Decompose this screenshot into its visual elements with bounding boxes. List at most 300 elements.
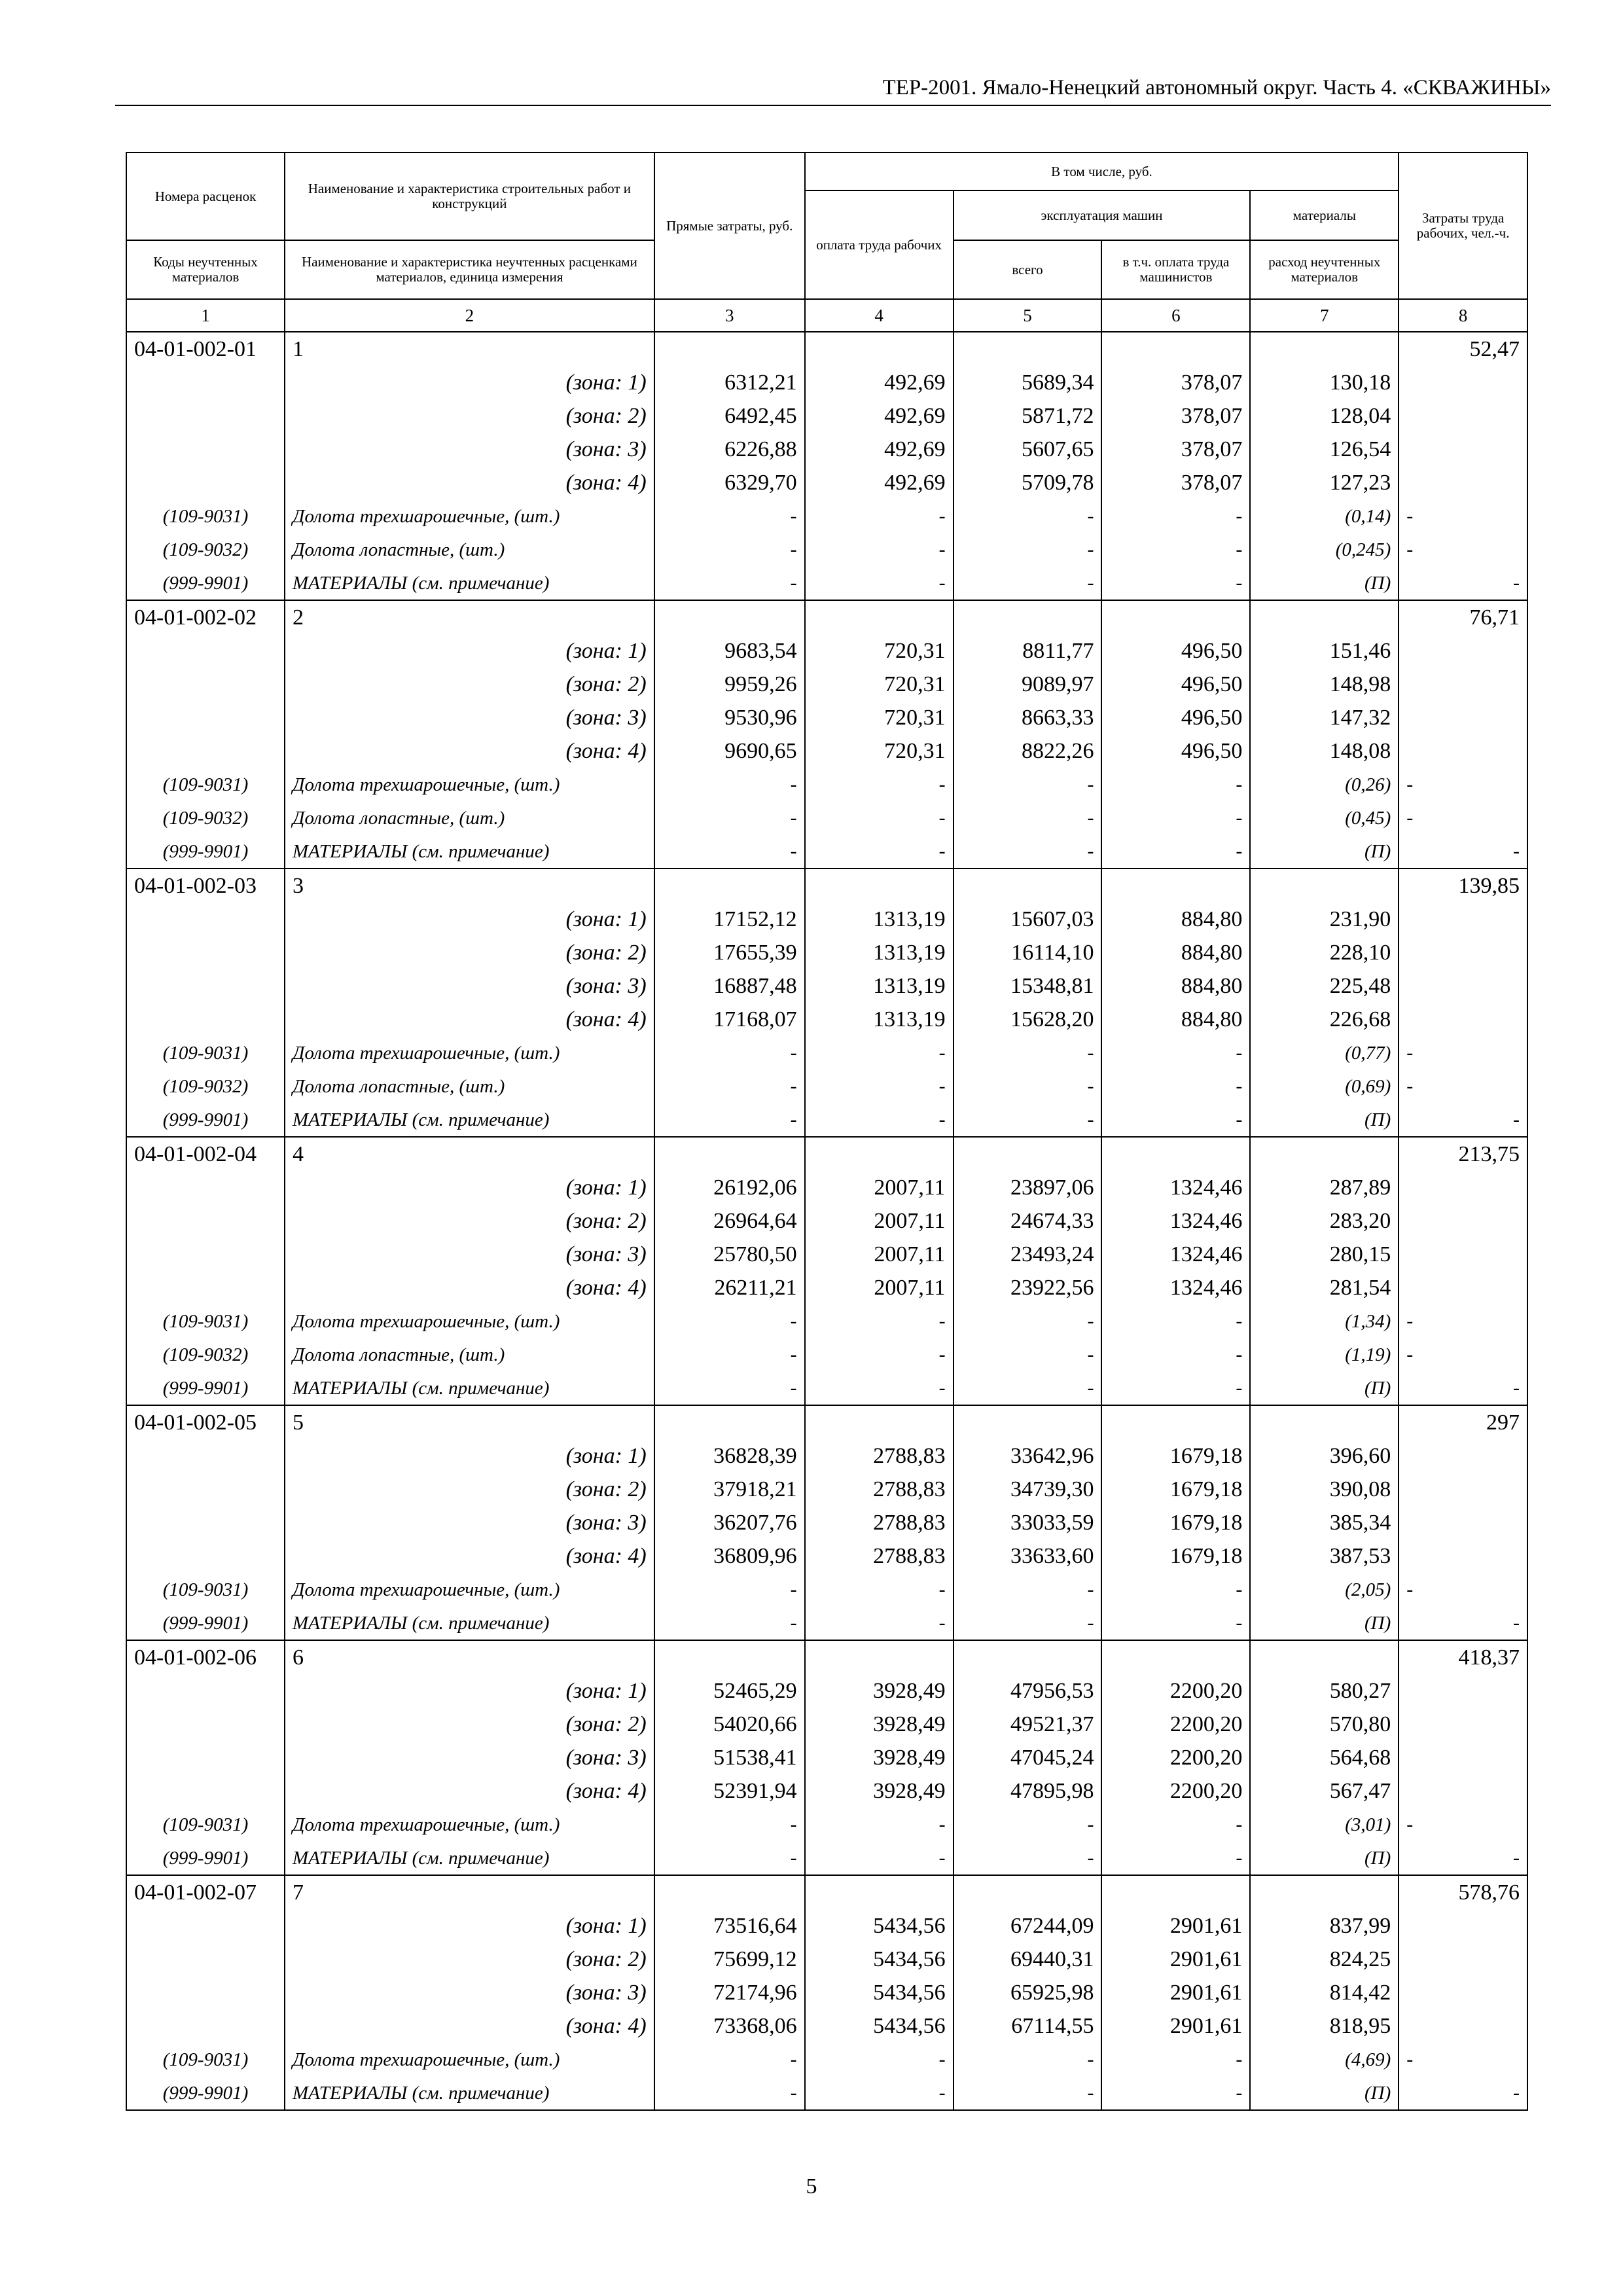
material-consumption-value: (П) xyxy=(1250,2076,1399,2110)
material-row xyxy=(126,1103,1527,1137)
rate-name: 3 xyxy=(285,869,654,903)
rate-code: 04-01-002-07 xyxy=(126,1875,285,1909)
labor-pay-value: 1313,19 xyxy=(805,903,954,936)
empty-cell xyxy=(805,1137,954,1171)
machinist-pay-value: 1679,18 xyxy=(1101,1539,1250,1573)
labor-dash-cell: - xyxy=(1399,1808,1527,1841)
dash-cell: - xyxy=(654,533,805,566)
empty-cell xyxy=(654,332,805,366)
material-name: МАТЕРИАЛЫ (см. примечание) xyxy=(285,1841,654,1875)
materials-value: 387,53 xyxy=(1250,1539,1399,1573)
dash-cell: - xyxy=(954,1338,1102,1371)
machines-total-value: 47045,24 xyxy=(954,1741,1102,1774)
rate-name: 1 xyxy=(285,332,654,366)
header-codes-top: Номера расценок xyxy=(126,152,285,240)
rate-code: 04-01-002-04 xyxy=(126,1137,285,1171)
zone-row xyxy=(126,1473,1527,1506)
machines-total-value: 16114,10 xyxy=(954,936,1102,969)
empty-cell xyxy=(654,1875,805,1909)
materials-value: 151,46 xyxy=(1250,634,1399,668)
machinist-pay-value: 2200,20 xyxy=(1101,1674,1250,1708)
machinist-pay-value: 2200,20 xyxy=(1101,1708,1250,1741)
zone-label: (зона: 3) xyxy=(285,1976,654,2009)
zone-row xyxy=(126,366,1527,399)
material-row xyxy=(126,499,1527,533)
empty-cell xyxy=(805,332,954,366)
material-name: МАТЕРИАЛЫ (см. примечание) xyxy=(285,566,654,600)
header-rule xyxy=(115,105,1551,106)
labor-pay-value: 3928,49 xyxy=(805,1708,954,1741)
empty-cell xyxy=(1250,600,1399,634)
empty-cell xyxy=(126,1909,285,1943)
empty-cell xyxy=(1101,600,1250,634)
dash-cell: - xyxy=(1101,1338,1250,1371)
zone-row xyxy=(126,903,1527,936)
labor-dash-cell: - xyxy=(1399,1103,1527,1137)
empty-cell xyxy=(1101,332,1250,366)
direct-costs-value: 6329,70 xyxy=(654,466,805,499)
dash-cell: - xyxy=(805,1841,954,1875)
materials-value: 148,98 xyxy=(1250,668,1399,701)
material-code: (109-9031) xyxy=(126,499,285,533)
dash-cell: - xyxy=(1101,566,1250,600)
machines-total-value: 15628,20 xyxy=(954,1003,1102,1036)
machines-total-value: 67114,55 xyxy=(954,2009,1102,2043)
rate-name: 2 xyxy=(285,600,654,634)
table-body xyxy=(126,299,1527,2110)
dash-cell: - xyxy=(1101,834,1250,869)
empty-cell xyxy=(1399,2009,1527,2043)
materials-value: 127,23 xyxy=(1250,466,1399,499)
machines-total-value: 49521,37 xyxy=(954,1708,1102,1741)
labor-dash-cell: - xyxy=(1399,768,1527,801)
column-number: 8 xyxy=(1399,299,1527,332)
zone-label: (зона: 1) xyxy=(285,1171,654,1204)
dash-cell: - xyxy=(954,566,1102,600)
zone-row xyxy=(126,1439,1527,1473)
empty-cell xyxy=(126,1741,285,1774)
empty-cell xyxy=(126,1473,285,1506)
direct-costs-value: 9690,65 xyxy=(654,734,805,768)
machines-total-value: 23493,24 xyxy=(954,1238,1102,1271)
material-name: МАТЕРИАЛЫ (см. примечание) xyxy=(285,1103,654,1137)
labor-pay-value: 2007,11 xyxy=(805,1238,954,1271)
dash-cell: - xyxy=(654,1606,805,1640)
empty-cell xyxy=(954,1405,1102,1439)
empty-cell xyxy=(954,1640,1102,1674)
materials-value: 580,27 xyxy=(1250,1674,1399,1708)
labor-pay-value: 720,31 xyxy=(805,701,954,734)
zone-row xyxy=(126,433,1527,466)
labor-pay-value: 492,69 xyxy=(805,399,954,433)
material-name: МАТЕРИАЛЫ (см. примечание) xyxy=(285,2076,654,2110)
column-number: 5 xyxy=(954,299,1102,332)
direct-costs-value: 9530,96 xyxy=(654,701,805,734)
zone-label: (зона: 3) xyxy=(285,1238,654,1271)
empty-cell xyxy=(1399,466,1527,499)
direct-costs-value: 52465,29 xyxy=(654,1674,805,1708)
material-name: Долота трехшарошечные, (шт.) xyxy=(285,1573,654,1606)
direct-costs-value: 26964,64 xyxy=(654,1204,805,1238)
direct-costs-value: 25780,50 xyxy=(654,1238,805,1271)
labor-pay-value: 720,31 xyxy=(805,734,954,768)
labor-pay-value: 2007,11 xyxy=(805,1171,954,1204)
empty-cell xyxy=(1399,936,1527,969)
zone-label: (зона: 4) xyxy=(285,466,654,499)
zone-row xyxy=(126,1238,1527,1271)
machinist-pay-value: 2901,61 xyxy=(1101,1976,1250,2009)
empty-cell xyxy=(126,433,285,466)
zone-label: (зона: 2) xyxy=(285,1943,654,1976)
dash-cell: - xyxy=(805,1103,954,1137)
labor-hours-value: 139,85 xyxy=(1399,869,1527,903)
empty-cell xyxy=(126,1271,285,1304)
dash-cell: - xyxy=(654,2076,805,2110)
material-code: (109-9032) xyxy=(126,1069,285,1103)
material-row xyxy=(126,1841,1527,1875)
dash-cell: - xyxy=(1101,1103,1250,1137)
direct-costs-value: 73368,06 xyxy=(654,2009,805,2043)
direct-costs-value: 6492,45 xyxy=(654,399,805,433)
labor-hours-value: 297 xyxy=(1399,1405,1527,1439)
dash-cell: - xyxy=(1101,533,1250,566)
table-header xyxy=(126,152,1527,299)
machinist-pay-value: 378,07 xyxy=(1101,466,1250,499)
material-name: МАТЕРИАЛЫ (см. примечание) xyxy=(285,1606,654,1640)
machines-total-value: 23922,56 xyxy=(954,1271,1102,1304)
material-name: Долота лопастные, (шт.) xyxy=(285,1069,654,1103)
zone-row xyxy=(126,634,1527,668)
empty-cell xyxy=(126,1774,285,1808)
machines-total-value: 15607,03 xyxy=(954,903,1102,936)
header-machinist-pay: в т.ч. оплата труда машинистов xyxy=(1101,240,1250,299)
material-row xyxy=(126,566,1527,600)
dash-cell: - xyxy=(805,499,954,533)
machinist-pay-value: 1679,18 xyxy=(1101,1439,1250,1473)
dash-cell: - xyxy=(1101,1069,1250,1103)
zone-row xyxy=(126,399,1527,433)
labor-pay-value: 492,69 xyxy=(805,366,954,399)
materials-value: 126,54 xyxy=(1250,433,1399,466)
labor-pay-value: 5434,56 xyxy=(805,1976,954,2009)
dash-cell: - xyxy=(954,499,1102,533)
rate-header-row xyxy=(126,869,1527,903)
header-name-top: Наименование и характеристика строительных работ и конструкций xyxy=(285,152,654,240)
header-direct-costs: Прямые затраты, руб. xyxy=(654,152,805,299)
material-row xyxy=(126,533,1527,566)
dash-cell: - xyxy=(1101,801,1250,834)
machinist-pay-value: 1679,18 xyxy=(1101,1473,1250,1506)
material-name: Долота трехшарошечные, (шт.) xyxy=(285,2043,654,2076)
machines-total-value: 65925,98 xyxy=(954,1976,1102,2009)
machinist-pay-value: 884,80 xyxy=(1101,903,1250,936)
labor-pay-value: 5434,56 xyxy=(805,1943,954,1976)
dash-cell: - xyxy=(654,1338,805,1371)
dash-cell: - xyxy=(654,499,805,533)
labor-pay-value: 1313,19 xyxy=(805,1003,954,1036)
zone-label: (зона: 2) xyxy=(285,1473,654,1506)
material-code: (109-9031) xyxy=(126,1808,285,1841)
zone-row xyxy=(126,1506,1527,1539)
header-machines: эксплуатация машин xyxy=(954,190,1251,240)
material-row xyxy=(126,1338,1527,1371)
rate-name: 5 xyxy=(285,1405,654,1439)
empty-cell xyxy=(805,869,954,903)
machines-total-value: 15348,81 xyxy=(954,969,1102,1003)
materials-value: 228,10 xyxy=(1250,936,1399,969)
material-consumption-value: (П) xyxy=(1250,1841,1399,1875)
zone-label: (зона: 3) xyxy=(285,969,654,1003)
empty-cell xyxy=(126,1204,285,1238)
dash-cell: - xyxy=(805,801,954,834)
dash-cell: - xyxy=(954,1606,1102,1640)
dash-cell: - xyxy=(1101,2076,1250,2110)
materials-value: 130,18 xyxy=(1250,366,1399,399)
direct-costs-value: 17168,07 xyxy=(654,1003,805,1036)
empty-cell xyxy=(1399,433,1527,466)
rate-header-row xyxy=(126,332,1527,366)
labor-pay-value: 2788,83 xyxy=(805,1439,954,1473)
material-row xyxy=(126,1069,1527,1103)
zone-row xyxy=(126,1774,1527,1808)
material-consumption-value: (П) xyxy=(1250,1371,1399,1405)
labor-dash-cell: - xyxy=(1399,1036,1527,1069)
machinist-pay-value: 1324,46 xyxy=(1101,1204,1250,1238)
empty-cell xyxy=(1399,1674,1527,1708)
material-consumption-value: (4,69) xyxy=(1250,2043,1399,2076)
rate-header-row xyxy=(126,600,1527,634)
zone-row xyxy=(126,1539,1527,1573)
empty-cell xyxy=(1250,1640,1399,1674)
material-row xyxy=(126,1573,1527,1606)
empty-cell xyxy=(126,668,285,701)
zone-label: (зона: 3) xyxy=(285,1741,654,1774)
empty-cell xyxy=(126,969,285,1003)
material-name: МАТЕРИАЛЫ (см. примечание) xyxy=(285,834,654,869)
rate-code: 04-01-002-05 xyxy=(126,1405,285,1439)
labor-pay-value: 2788,83 xyxy=(805,1506,954,1539)
dash-cell: - xyxy=(654,1808,805,1841)
direct-costs-value: 17655,39 xyxy=(654,936,805,969)
materials-value: 147,32 xyxy=(1250,701,1399,734)
labor-hours-value: 418,37 xyxy=(1399,1640,1527,1674)
dash-cell: - xyxy=(654,1069,805,1103)
material-consumption-value: (0,77) xyxy=(1250,1036,1399,1069)
direct-costs-value: 36828,39 xyxy=(654,1439,805,1473)
dash-cell: - xyxy=(954,1103,1102,1137)
rate-name: 4 xyxy=(285,1137,654,1171)
empty-cell xyxy=(1101,1137,1250,1171)
header-materials-unaccounted: расход неучтенных материалов xyxy=(1250,240,1399,299)
material-consumption-value: (0,14) xyxy=(1250,499,1399,533)
dash-cell: - xyxy=(805,1069,954,1103)
header-machines-total: всего xyxy=(954,240,1102,299)
zone-label: (зона: 2) xyxy=(285,1204,654,1238)
material-consumption-value: (П) xyxy=(1250,566,1399,600)
material-consumption-value: (0,26) xyxy=(1250,768,1399,801)
direct-costs-value: 37918,21 xyxy=(654,1473,805,1506)
dash-cell: - xyxy=(954,834,1102,869)
empty-cell xyxy=(654,1405,805,1439)
labor-pay-value: 2788,83 xyxy=(805,1539,954,1573)
dash-cell: - xyxy=(805,533,954,566)
labor-pay-value: 720,31 xyxy=(805,634,954,668)
material-consumption-value: (0,69) xyxy=(1250,1069,1399,1103)
machines-total-value: 47956,53 xyxy=(954,1674,1102,1708)
zone-label: (зона: 4) xyxy=(285,1271,654,1304)
dash-cell: - xyxy=(954,768,1102,801)
material-row xyxy=(126,1371,1527,1405)
empty-cell xyxy=(805,1405,954,1439)
machinist-pay-value: 2200,20 xyxy=(1101,1774,1250,1808)
empty-cell xyxy=(1399,1539,1527,1573)
material-consumption-value: (П) xyxy=(1250,834,1399,869)
material-code: (999-9901) xyxy=(126,834,285,869)
dash-cell: - xyxy=(654,768,805,801)
machinist-pay-value: 1324,46 xyxy=(1101,1238,1250,1271)
machines-total-value: 8822,26 xyxy=(954,734,1102,768)
zone-label: (зона: 4) xyxy=(285,1003,654,1036)
zone-label: (зона: 4) xyxy=(285,1539,654,1573)
material-code: (109-9031) xyxy=(126,2043,285,2076)
direct-costs-value: 36809,96 xyxy=(654,1539,805,1573)
empty-cell xyxy=(126,701,285,734)
empty-cell xyxy=(1399,903,1527,936)
zone-row xyxy=(126,969,1527,1003)
dash-cell: - xyxy=(1101,1841,1250,1875)
machinist-pay-value: 884,80 xyxy=(1101,936,1250,969)
dash-cell: - xyxy=(805,1338,954,1371)
direct-costs-value: 72174,96 xyxy=(654,1976,805,2009)
material-row xyxy=(126,1036,1527,1069)
empty-cell xyxy=(954,1137,1102,1171)
zone-row xyxy=(126,1708,1527,1741)
direct-costs-value: 51538,41 xyxy=(654,1741,805,1774)
material-code: (999-9901) xyxy=(126,1103,285,1137)
zone-row xyxy=(126,668,1527,701)
labor-pay-value: 1313,19 xyxy=(805,936,954,969)
dash-cell: - xyxy=(954,1371,1102,1405)
dash-cell: - xyxy=(954,1808,1102,1841)
labor-pay-value: 5434,56 xyxy=(805,1909,954,1943)
material-name: МАТЕРИАЛЫ (см. примечание) xyxy=(285,1371,654,1405)
header-labor-pay: оплата труда рабочих xyxy=(805,190,954,299)
empty-cell xyxy=(1101,1875,1250,1909)
machinist-pay-value: 884,80 xyxy=(1101,1003,1250,1036)
material-consumption-value: (0,245) xyxy=(1250,533,1399,566)
machines-total-value: 8663,33 xyxy=(954,701,1102,734)
empty-cell xyxy=(1399,1171,1527,1204)
material-row xyxy=(126,2043,1527,2076)
materials-value: 287,89 xyxy=(1250,1171,1399,1204)
material-consumption-value: (0,45) xyxy=(1250,801,1399,834)
zone-row xyxy=(126,734,1527,768)
direct-costs-value: 9959,26 xyxy=(654,668,805,701)
material-row xyxy=(126,834,1527,869)
materials-value: 225,48 xyxy=(1250,969,1399,1003)
labor-pay-value: 3928,49 xyxy=(805,1741,954,1774)
labor-pay-value: 2007,11 xyxy=(805,1204,954,1238)
material-name: Долота трехшарошечные, (шт.) xyxy=(285,1808,654,1841)
machinist-pay-value: 378,07 xyxy=(1101,399,1250,433)
dash-cell: - xyxy=(805,768,954,801)
machines-total-value: 5607,65 xyxy=(954,433,1102,466)
machinist-pay-value: 1324,46 xyxy=(1101,1171,1250,1204)
zone-row xyxy=(126,466,1527,499)
machinist-pay-value: 2901,61 xyxy=(1101,2009,1250,2043)
material-code: (109-9031) xyxy=(126,1036,285,1069)
dash-cell: - xyxy=(805,1606,954,1640)
labor-dash-cell: - xyxy=(1399,566,1527,600)
empty-cell xyxy=(126,734,285,768)
dash-cell: - xyxy=(954,1304,1102,1338)
header-materials: материалы xyxy=(1250,190,1399,240)
empty-cell xyxy=(654,1137,805,1171)
machines-total-value: 33642,96 xyxy=(954,1439,1102,1473)
labor-dash-cell: - xyxy=(1399,1069,1527,1103)
dash-cell: - xyxy=(1101,1573,1250,1606)
column-numbers-row xyxy=(126,299,1527,332)
labor-hours-value: 578,76 xyxy=(1399,1875,1527,1909)
materials-value: 281,54 xyxy=(1250,1271,1399,1304)
dash-cell: - xyxy=(805,834,954,869)
labor-pay-value: 1313,19 xyxy=(805,969,954,1003)
empty-cell xyxy=(1399,1506,1527,1539)
empty-cell xyxy=(1101,1405,1250,1439)
empty-cell xyxy=(126,1439,285,1473)
machines-total-value: 34739,30 xyxy=(954,1473,1102,1506)
empty-cell xyxy=(1399,399,1527,433)
materials-value: 396,60 xyxy=(1250,1439,1399,1473)
labor-pay-value: 3928,49 xyxy=(805,1674,954,1708)
dash-cell: - xyxy=(805,566,954,600)
empty-cell xyxy=(1399,1238,1527,1271)
zone-label: (зона: 2) xyxy=(285,668,654,701)
empty-cell xyxy=(1250,332,1399,366)
labor-dash-cell: - xyxy=(1399,1841,1527,1875)
materials-value: 283,20 xyxy=(1250,1204,1399,1238)
zone-label: (зона: 2) xyxy=(285,936,654,969)
header-labor-hours: Затраты труда рабочих, чел.-ч. xyxy=(1399,152,1527,299)
zone-label: (зона: 1) xyxy=(285,903,654,936)
materials-value: 280,15 xyxy=(1250,1238,1399,1271)
labor-pay-value: 492,69 xyxy=(805,433,954,466)
machines-total-value: 5709,78 xyxy=(954,466,1102,499)
material-name: Долота трехшарошечные, (шт.) xyxy=(285,499,654,533)
material-name: Долота трехшарошечные, (шт.) xyxy=(285,1036,654,1069)
empty-cell xyxy=(1250,1875,1399,1909)
rate-name: 7 xyxy=(285,1875,654,1909)
machines-total-value: 69440,31 xyxy=(954,1943,1102,1976)
direct-costs-value: 75699,12 xyxy=(654,1943,805,1976)
labor-pay-value: 5434,56 xyxy=(805,2009,954,2043)
material-code: (999-9901) xyxy=(126,1606,285,1640)
empty-cell xyxy=(1250,1137,1399,1171)
material-consumption-value: (2,05) xyxy=(1250,1573,1399,1606)
machines-total-value: 47895,98 xyxy=(954,1774,1102,1808)
labor-dash-cell: - xyxy=(1399,801,1527,834)
column-number: 1 xyxy=(126,299,285,332)
empty-cell xyxy=(805,1640,954,1674)
empty-cell xyxy=(1399,1708,1527,1741)
material-name: Долота трехшарошечные, (шт.) xyxy=(285,1304,654,1338)
dash-cell: - xyxy=(1101,499,1250,533)
material-name: Долота лопастные, (шт.) xyxy=(285,533,654,566)
material-code: (109-9031) xyxy=(126,768,285,801)
labor-dash-cell: - xyxy=(1399,2043,1527,2076)
direct-costs-value: 9683,54 xyxy=(654,634,805,668)
dash-cell: - xyxy=(654,1103,805,1137)
